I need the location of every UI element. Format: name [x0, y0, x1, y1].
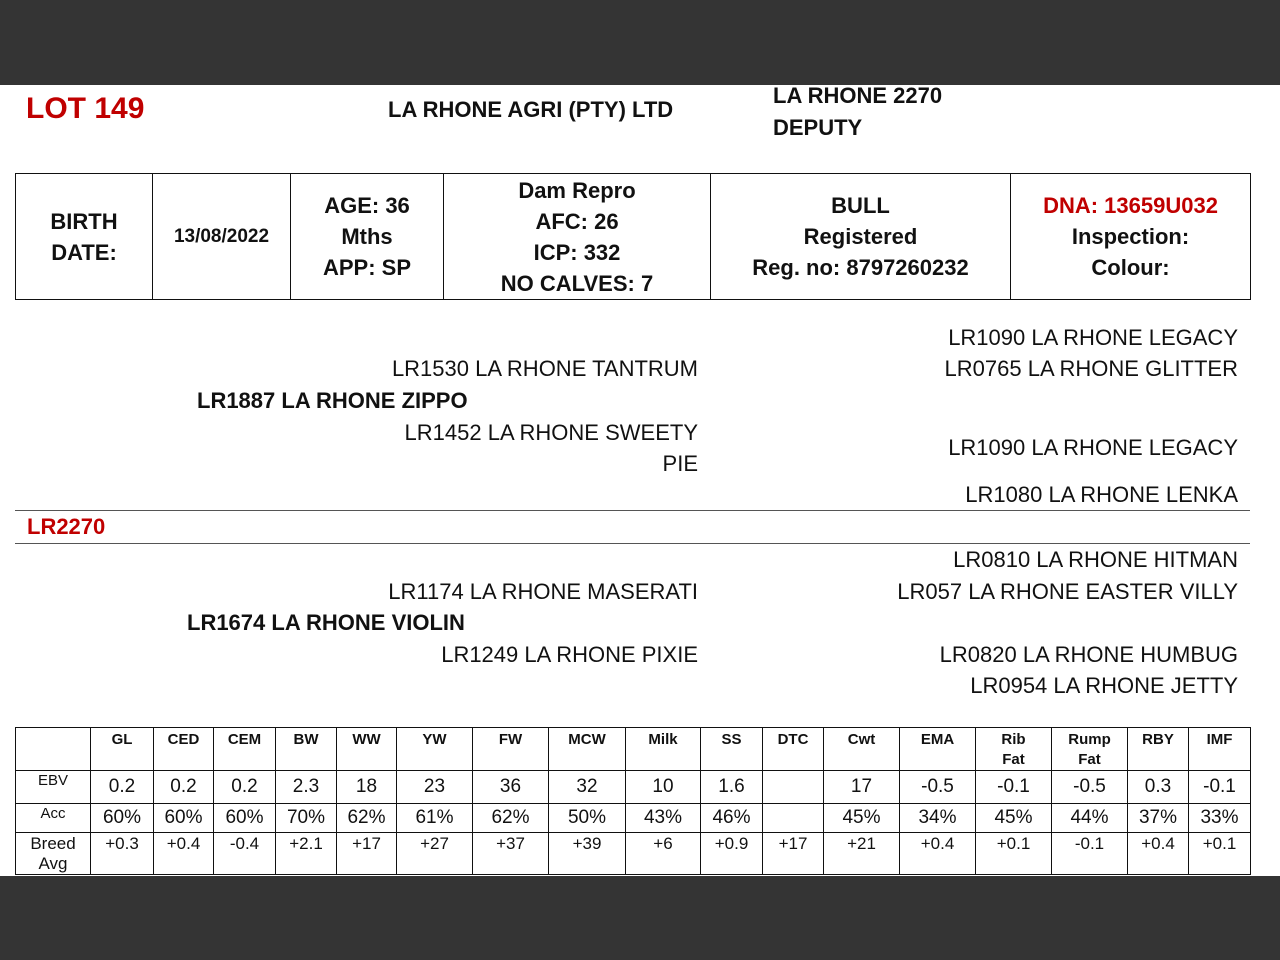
pedigree-sire-sire: LR1530 LA RHONE TANTRUM — [391, 356, 698, 381]
ebv-value-cell: 37% — [1128, 804, 1189, 833]
dna-number: DNA: 13659U032 — [1043, 193, 1218, 218]
ebv-value-cell: +0.4 — [154, 833, 214, 875]
ebv-value-cell: 60% — [154, 804, 214, 833]
ebv-value-cell — [763, 804, 824, 833]
age-cell — [291, 174, 444, 300]
ebv-corner-cell — [16, 728, 91, 771]
ebv-value-cell: -0.5 — [1052, 771, 1128, 804]
pedigree-sire-dam-line1: LR1452 LA RHONE SWEETY — [404, 420, 698, 445]
ebv-value-cell: +0.4 — [1128, 833, 1189, 875]
ebv-value-cell: -0.4 — [214, 833, 276, 875]
ebv-header-row — [16, 728, 1251, 771]
ebv-value-cell: 45% — [976, 804, 1052, 833]
ebv-header-cell: Milk — [626, 728, 701, 771]
ebv-value-cell: +0.1 — [976, 833, 1052, 875]
ebv-value-cell: -0.1 — [1052, 833, 1128, 875]
ebv-value-cell: 61% — [397, 804, 473, 833]
dna-cell — [1011, 174, 1251, 300]
animal-name-line1: LA RHONE 2270 — [773, 85, 943, 108]
ebv-header-cell: EMA — [900, 728, 976, 771]
ebv-header-cell: RBY — [1128, 728, 1189, 771]
pedigree-ddd: LR0954 LA RHONE JETTY — [970, 673, 1238, 698]
divider-top — [15, 510, 1250, 511]
ebv-value-cell: +27 — [397, 833, 473, 875]
ebv-value-cell: 10 — [626, 771, 701, 804]
ebv-value-cell: +21 — [824, 833, 900, 875]
ebv-table — [15, 727, 1251, 875]
ebv-header-cell: SS — [701, 728, 763, 771]
ebv-value-cell: 0.2 — [91, 771, 154, 804]
pedigree-sdd: LR1080 LA RHONE LENKA — [965, 482, 1238, 507]
ebv-value-cell: -0.1 — [976, 771, 1052, 804]
dam-repro-title: Dam Repro — [518, 177, 636, 203]
ebv-value-cell: 0.3 — [1128, 771, 1189, 804]
ebv-header-cell: Cwt — [824, 728, 900, 771]
pedigree-sire: LR1887 LA RHONE ZIPPO — [197, 388, 468, 413]
ebv-header-cell: CED — [154, 728, 214, 771]
ebv-value-cell: -0.5 — [900, 771, 976, 804]
ebv-value-cell: 60% — [214, 804, 276, 833]
ebv-header-cell: FW — [473, 728, 549, 771]
age-line1: AGE: 36 — [324, 193, 410, 218]
icp-value: ICP: 332 — [533, 239, 621, 265]
ebv-value-cell: 44% — [1052, 804, 1128, 833]
ebv-value-cell: +0.9 — [701, 833, 763, 875]
animal-name — [773, 85, 942, 144]
ebv-value-cell: 0.2 — [154, 771, 214, 804]
info-table — [15, 173, 1251, 300]
ebv-header-cell: MCW — [549, 728, 626, 771]
ebv-value-cell: +37 — [473, 833, 549, 875]
breeder-name: LA RHONE AGRI (PTY) LTD — [388, 97, 674, 122]
pedigree-sds: LR1090 LA RHONE LEGACY — [948, 435, 1238, 460]
pedigree-sire-dam — [405, 420, 698, 477]
ebv-row-label: Acc — [16, 804, 91, 833]
pedigree-dam-dam: LR1249 LA RHONE PIXIE — [441, 642, 698, 667]
ebv-value-cell: 34% — [900, 804, 976, 833]
ebv-header-cell: DTC — [763, 728, 824, 771]
ebv-value-cell: 1.6 — [701, 771, 763, 804]
ebv-value-cell: +2.1 — [276, 833, 337, 875]
ebv-row-label: EBV — [16, 771, 91, 804]
ebv-value-cell: 50% — [549, 804, 626, 833]
ebv-value-cell: +0.1 — [1189, 833, 1251, 875]
birth-date-label — [16, 174, 153, 300]
animal-name-line2: DEPUTY — [773, 115, 863, 140]
registration-cell — [711, 174, 1011, 300]
dam-repro-cell — [444, 174, 711, 300]
registered-status: Registered — [803, 224, 918, 249]
lot-id: LR2270 — [27, 514, 106, 539]
ebv-value-cell: +17 — [763, 833, 824, 875]
ebv-value-cell: 2.3 — [276, 771, 337, 804]
ebv-row — [16, 833, 1251, 875]
ebv-value-cell: -0.1 — [1189, 771, 1251, 804]
birth-date-value: 13/08/2022 — [153, 174, 291, 300]
ebv-value-cell: 70% — [276, 804, 337, 833]
ebv-value-cell: 46% — [701, 804, 763, 833]
inspection-label: Inspection: — [1071, 224, 1190, 249]
ebv-value-cell: +39 — [549, 833, 626, 875]
divider-bottom — [15, 543, 1250, 544]
ebv-value-cell: 23 — [397, 771, 473, 804]
birth-label-line1: BIRTH — [50, 208, 118, 234]
app-value: APP: SP — [322, 255, 412, 280]
pedigree-dam: LR1674 LA RHONE VIOLIN — [187, 610, 465, 635]
lot-sheet — [0, 85, 1280, 876]
lot-number: LOT 149 — [26, 92, 145, 125]
ebv-value-cell: +6 — [626, 833, 701, 875]
ebv-header-cell: IMF — [1189, 728, 1251, 771]
ebv-header-cell: CEM — [214, 728, 276, 771]
ebv-header-cell: BW — [276, 728, 337, 771]
colour-label: Colour: — [1091, 255, 1170, 280]
pedigree-dsd: LR057 LA RHONE EASTER VILLY — [897, 579, 1238, 604]
pedigree-sire-dam-line2: PIE — [662, 451, 698, 476]
pedigree-dds: LR0820 LA RHONE HUMBUG — [939, 642, 1238, 667]
ebv-header-cell: Rump Fat — [1052, 728, 1128, 771]
ebv-value-cell: 18 — [337, 771, 397, 804]
no-calves-value: NO CALVES: 7 — [500, 270, 654, 296]
ebv-value-cell: 60% — [91, 804, 154, 833]
pedigree-dss: LR0810 LA RHONE HITMAN — [953, 547, 1238, 572]
ebv-row — [16, 771, 1251, 804]
pedigree-ssd: LR0765 LA RHONE GLITTER — [944, 356, 1238, 381]
ebv-header-cell: GL — [91, 728, 154, 771]
reg-number: Reg. no: 8797260232 — [752, 255, 969, 280]
ebv-header-cell: Rib Fat — [976, 728, 1052, 771]
ebv-value-cell: +0.4 — [900, 833, 976, 875]
ebv-value-cell: +17 — [337, 833, 397, 875]
ebv-value-cell: 62% — [337, 804, 397, 833]
ebv-value-cell: 62% — [473, 804, 549, 833]
ebv-value-cell: 45% — [824, 804, 900, 833]
ebv-value-cell: 33% — [1189, 804, 1251, 833]
ebv-value-cell: 36 — [473, 771, 549, 804]
ebv-value-cell: 0.2 — [214, 771, 276, 804]
ebv-row — [16, 804, 1251, 833]
pedigree-dam-sire: LR1174 LA RHONE MASERATI — [388, 579, 698, 604]
ebv-value-cell: 17 — [824, 771, 900, 804]
birth-label-line2: DATE: — [51, 239, 117, 265]
age-line2: Mths — [341, 224, 393, 249]
pedigree-sss: LR1090 LA RHONE LEGACY — [948, 325, 1238, 350]
ebv-row-label: Breed Avg — [16, 833, 91, 875]
ebv-value-cell: 32 — [549, 771, 626, 804]
ebv-value-cell: 43% — [626, 804, 701, 833]
ebv-value-cell: +0.3 — [91, 833, 154, 875]
sex-value: BULL — [831, 193, 890, 218]
afc-value: AFC: 26 — [535, 208, 619, 234]
ebv-header-cell: WW — [337, 728, 397, 771]
ebv-value-cell — [763, 771, 824, 804]
ebv-header-cell: YW — [397, 728, 473, 771]
